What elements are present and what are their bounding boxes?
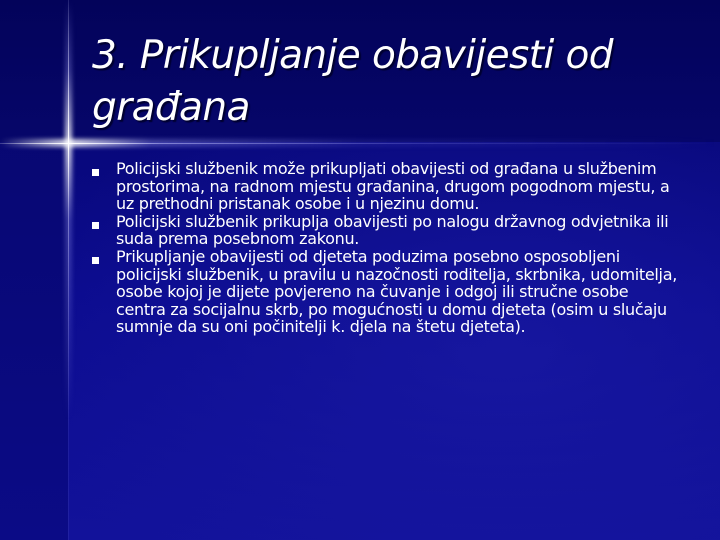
vertical-line-decoration — [68, 0, 69, 540]
square-bullet-icon — [92, 257, 99, 264]
slide-title: 3. Prikupljanje obavijesti od građana — [92, 33, 613, 130]
bullet-list — [92, 160, 682, 336]
square-bullet-icon — [92, 169, 99, 176]
bullet-item — [92, 213, 682, 248]
bullet-text: Policijski službenik prikuplja obavijesti po nalogu državnog odvjetnika ili suda prema posebnom zakonu. — [116, 211, 669, 249]
square-bullet-icon — [92, 222, 99, 229]
bullet-item — [92, 160, 682, 213]
bullet-text: Prikupljanje obavijesti od djeteta poduzima posebno osposobljeni policijski službenik, u pravilu u nazočnosti roditelja, skrbnika, udomitelja, osobe kojoj je dijete povjereno na čuvanje i odgoj ili stručne osobe centra za socijalnu skrb, po mogućnosti u domu djeteta (osim u slučaju sumnje da su oni počinitelji k. djela na štetu djeteta). — [116, 246, 677, 337]
bullet-text: Policijski službenik može prikupljati obavijesti od građana u službenim prostorima, na radnom mjestu građanina, drugom pogodnom mjestu, a uz prethodni pristanak osobe i u njezinu domu. — [116, 159, 670, 214]
bullet-item — [92, 248, 682, 336]
horizontal-line-decoration — [0, 143, 720, 144]
